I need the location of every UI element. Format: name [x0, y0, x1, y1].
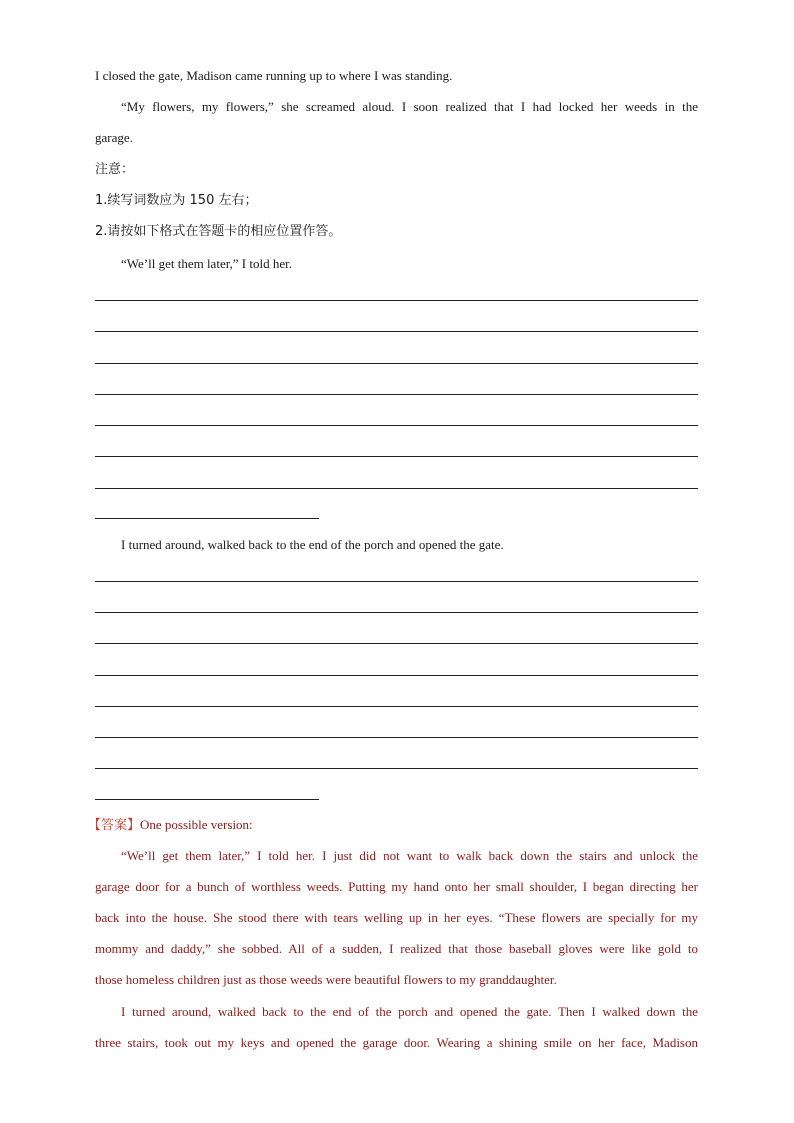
answer-p1-line-2: garage door for a bunch of worthless weeds. Putting my hand onto her small shoulder, I began directing her	[95, 879, 698, 894]
writing-line	[95, 643, 698, 644]
writing-line	[95, 737, 698, 738]
answer-p1-line-5: those homeless children just as those weeds were beautiful flowers to my granddaughter.	[95, 972, 557, 987]
writing-line	[95, 331, 698, 332]
writing-line-short	[95, 518, 319, 519]
notes-item-1: 1.续写词数应为 150 左右；	[95, 193, 258, 208]
answer-tag: 【答案】	[88, 818, 141, 833]
notes-heading: 注意：	[95, 162, 135, 177]
writing-line	[95, 300, 698, 301]
story-line-1: I closed the gate, Madison came running up to where I was standing.	[95, 68, 453, 83]
notes-item-2: 2.请按如下格式在答题卡的相应位置作答。	[95, 224, 342, 239]
answer-p2-line-2: three stairs, took out my keys and opened the garage door. Wearing a shining smile on her face, Madison	[95, 1035, 698, 1050]
answer-header	[88, 816, 691, 835]
story-line-2: “My flowers, my flowers,” she screamed aloud. I soon realized that I had locked her weeds in the	[121, 99, 698, 114]
writing-line	[95, 363, 698, 364]
writing-line	[95, 706, 698, 707]
writing-line	[95, 768, 698, 769]
writing-line-short	[95, 799, 319, 800]
story-line-3: garage.	[95, 130, 133, 145]
writing-line	[95, 488, 698, 489]
paragraph-2-prompt: I turned around, walked back to the end of the porch and opened the gate.	[121, 537, 504, 552]
answer-p1-line-1: “We’ll get them later,” I told her. I just did not want to walk back down the stairs and unlock the	[121, 848, 698, 863]
answer-intro: One possible version:	[140, 817, 253, 832]
writing-line	[95, 456, 698, 457]
paragraph-1-prompt: “We’ll get them later,” I told her.	[121, 256, 292, 271]
writing-line	[95, 581, 698, 582]
writing-line	[95, 612, 698, 613]
writing-line	[95, 425, 698, 426]
answer-p1-line-3: back into the house. She stood there with tears welling up in her eyes. “These flowers are specially for my	[95, 910, 698, 925]
answer-p1-line-4: mommy and daddy,” she sobbed. All of a sudden, I realized that those baseball gloves were like gold to	[95, 941, 698, 956]
answer-p2-line-1: I turned around, walked back to the end of the porch and opened the gate. Then I walked down the	[121, 1004, 698, 1019]
writing-line	[95, 394, 698, 395]
writing-line	[95, 675, 698, 676]
